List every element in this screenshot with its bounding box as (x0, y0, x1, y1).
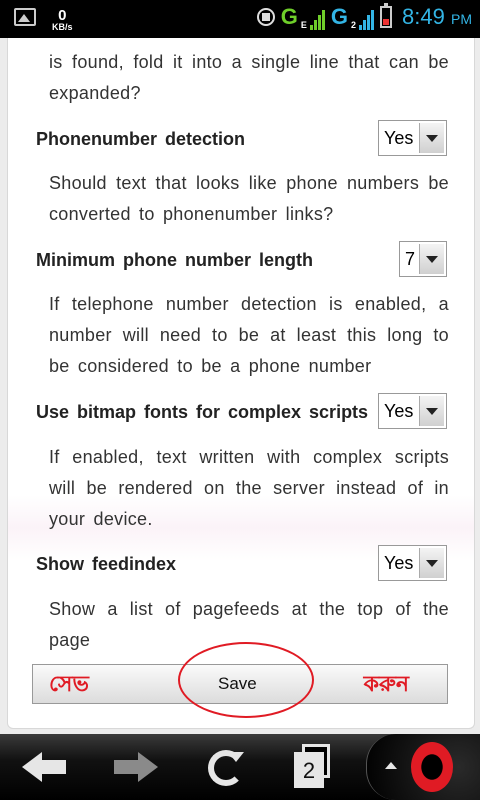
bitmap-fonts-label: Use bitmap fonts for complex scripts (36, 402, 369, 422)
tab-count: 2 (294, 752, 324, 788)
save-button-label: Save (218, 674, 257, 693)
min-phone-length-select[interactable] (399, 241, 447, 277)
reload-icon[interactable] (204, 746, 246, 788)
min-phone-length-description: If telephone number detection is enabled, a number will need to be at least this long to be considered to be a phone number (49, 294, 449, 376)
select-value: Yes (384, 127, 414, 148)
battery-icon (380, 6, 392, 28)
signal-bars-icon (310, 10, 325, 30)
network-speed-unit: KB/s (52, 22, 73, 32)
signal-sim1 (281, 4, 325, 30)
min-phone-length-label: Minimum phone number length (36, 250, 313, 270)
opera-logo-icon (411, 742, 453, 792)
select-value: 7 (405, 248, 416, 269)
image-notification-icon (14, 8, 36, 26)
sim2-network-letter: G (330, 4, 349, 29)
chevron-down-icon (419, 244, 444, 274)
network-speed-indicator (52, 8, 73, 32)
sim2-network-sup: 2 (351, 20, 357, 30)
sim1-network-sup: E (300, 20, 307, 30)
select-value: Yes (384, 552, 414, 573)
clock (402, 4, 472, 30)
phonenumber-detection-label: Phonenumber detection (36, 129, 246, 149)
phonenumber-detection-description: Should text that looks like phone numbers be converted to phonenumber links? (49, 173, 449, 224)
browser-toolbar (0, 734, 480, 800)
forward-arrow-icon[interactable] (112, 752, 158, 782)
signal-sim2 (331, 4, 374, 30)
clock-ampm: PM (451, 11, 472, 27)
sim1-network-letter: G (280, 4, 298, 29)
select-value: Yes (384, 400, 414, 421)
show-feedindex-select[interactable] (378, 545, 447, 581)
back-arrow-icon[interactable] (22, 752, 68, 782)
chevron-down-icon (419, 396, 444, 426)
status-bar (0, 0, 480, 38)
bitmap-fonts-select[interactable] (378, 393, 447, 429)
caret-up-icon (385, 762, 397, 769)
chevron-down-icon (419, 548, 444, 578)
opera-menu-button[interactable] (366, 734, 480, 800)
show-feedindex-label: Show feedindex (36, 554, 177, 574)
network-speed-value: 0 (58, 7, 67, 24)
show-feedindex-description: Show a list of pagefeeds at the top of the page (49, 599, 449, 650)
signal-bars-icon (359, 10, 374, 30)
highlight-circle (178, 642, 314, 718)
clock-time: 8:49 (402, 4, 445, 29)
save-bengali-left: সেভ (49, 672, 89, 697)
chevron-down-icon (419, 123, 444, 153)
tabs-button[interactable] (292, 744, 336, 790)
settings-panel (7, 38, 475, 729)
bitmap-fonts-description: If enabled, text written with complex scripts will be rendered on the server instead of in your device. (49, 447, 449, 529)
sim-icon (257, 8, 275, 26)
fold-description: is found, fold it into a single line that can be expanded? (49, 52, 449, 103)
save-bengali-right: করুন (363, 672, 409, 697)
phonenumber-detection-select[interactable] (378, 120, 447, 156)
